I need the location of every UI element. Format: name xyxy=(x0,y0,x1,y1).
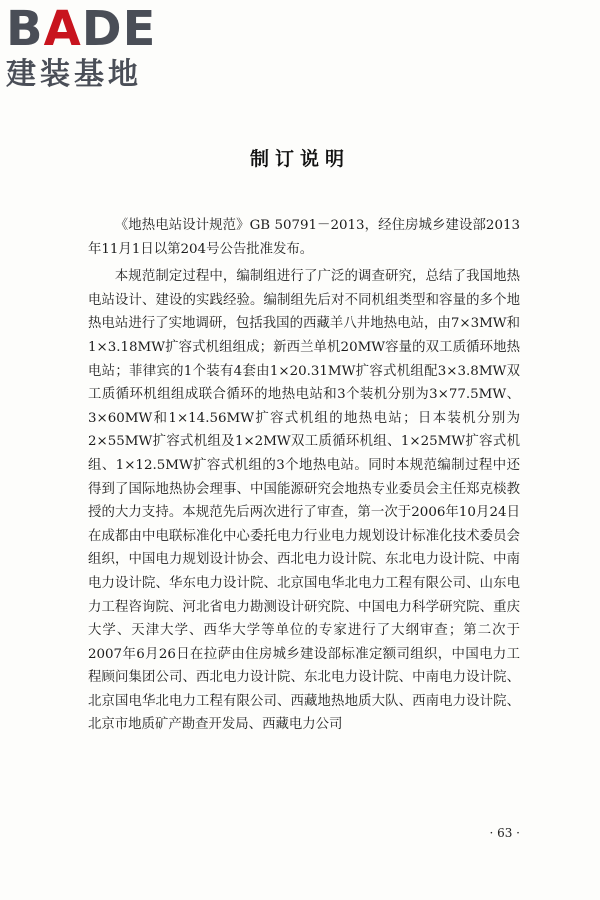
logo-letter-b: B xyxy=(6,1,44,57)
page-title: 制订说明 xyxy=(249,148,350,170)
paragraph-2: 本规范制定过程中，编制组进行了广泛的调查研究，总结了我国地热电站设计、建设的实践经验。编制组先后对不同机组类型和容量的多个地热电站进行了实地调研，包括我国的西藏羊八井地热电站，由7×3MW和1×3.18MW扩容式机组组成；新西兰单机20MW容量的双工质循环地热电站；菲律宾的1个装有4套由1×20.31MW扩容式机组配3×3.8MW双工质循环机组组成联合循环的地热电站和3个装机分别为3×77.5MW、3×60MW和1×14.56MW扩容式机组的地热电站；日本装机分别为2×55MW扩容式机组及1×2MW双工质循环机组、1×25MW扩容式机组、1×12.5MW扩容式机组的3个地热电站。同时本规范编制过程中还得到了国际地热协会理事、中国能源研究会地热专业委员会主任郑克棪教授的大力支持。本规范先后两次进行了审查，第一次于2006年10月24日在成都由中电联标准化中心委托电力行业电力规划设计标准化技术委员会组织，中国电力规划设计协会、西北电力设计院、东北电力设计院、中南电力设计院、华东电力设计院、北京国电华北电力工程有限公司、山东电力工程咨询院、河北省电力勘测设计研究院、中国电力科学研究院、重庆大学、天津大学、西华大学等单位的专家进行了大纲审查；第二次于2007年6月26日在拉萨由住房城乡建设部标准定额司组织，中国电力工程顾问集团公司、西北电力设计院、东北电力设计院、中南电力设计院、北京国电华北电力工程有限公司、西藏地热地质大队、西南电力设计院、北京市地质矿产勘查开发局、西藏电力公司 xyxy=(88,269,520,733)
page-number: · 63 · xyxy=(489,826,520,840)
logo-letter-a: A xyxy=(43,1,82,57)
document-body xyxy=(88,214,520,737)
logo-letters-de: DE xyxy=(81,1,157,57)
logo-subtitle: 建装基地 xyxy=(6,57,142,92)
paragraph-1: 《地热电站设计规范》GB 50791－2013，经住房城乡建设部2013年11月1日以第204号公告批准发布。 xyxy=(88,218,520,257)
bade-logo xyxy=(6,1,176,96)
logo-wordmark xyxy=(6,1,176,57)
